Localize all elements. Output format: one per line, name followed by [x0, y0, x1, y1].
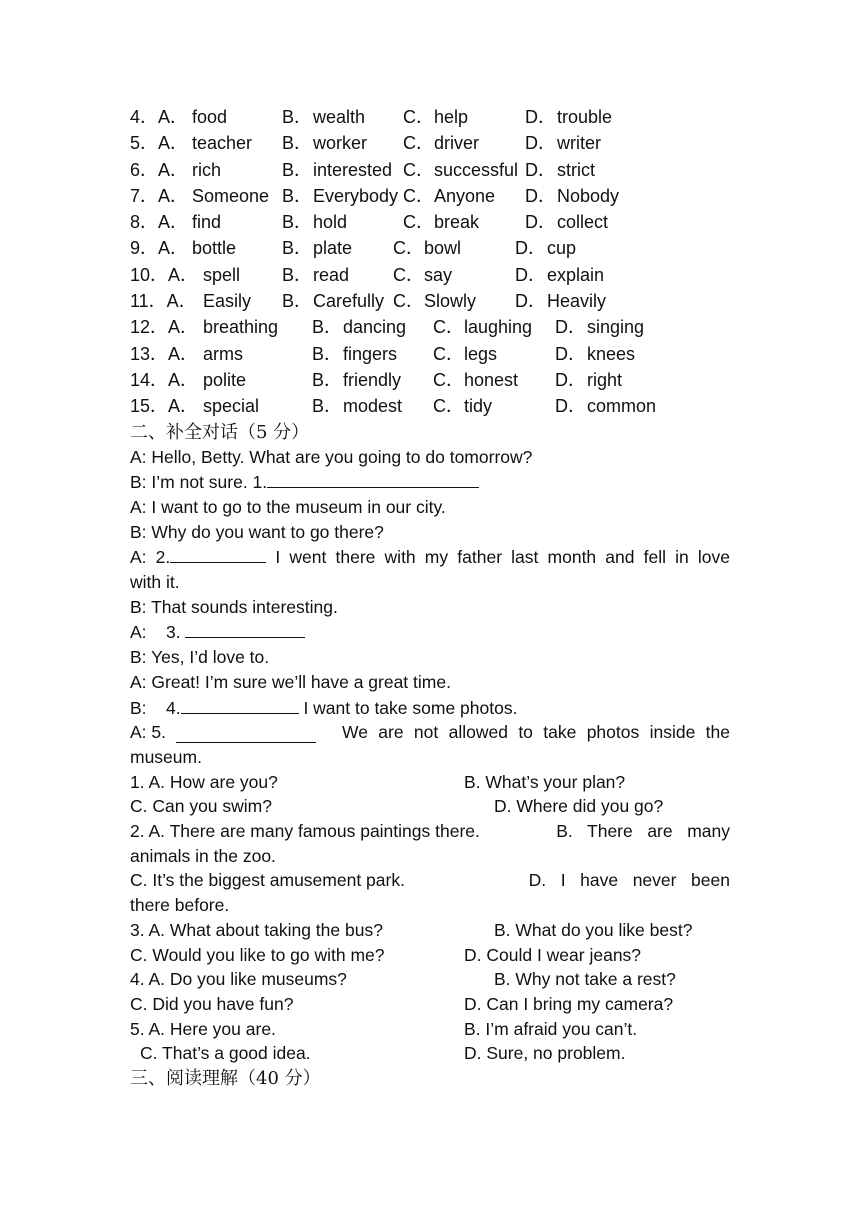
option-c-letter: C． — [403, 212, 434, 233]
option-c-letter: C． — [403, 185, 434, 206]
option-row — [130, 868, 730, 893]
question-row — [130, 130, 730, 156]
answer-blank-2[interactable] — [170, 544, 266, 563]
option-d-letter: D． — [525, 133, 556, 154]
question-number: 9．A． — [130, 238, 189, 259]
option-c: honest — [464, 369, 519, 390]
option-b-letter: B． — [282, 185, 313, 206]
option-b-letter: B． — [282, 264, 313, 285]
option-d: explain — [547, 264, 605, 285]
dialogue-line: A: 2. I went there with my father last month and fell in love — [130, 544, 730, 570]
option-2b-cont: animals in the zoo. — [130, 845, 276, 866]
option-b: worker — [313, 133, 368, 154]
dialogue-line: B: Yes, I’d love to. — [130, 647, 270, 668]
option-3b: B. What do you like best? — [494, 919, 693, 940]
option-b: plate — [313, 238, 353, 259]
option-5b: B. I’m afraid you can’t. — [464, 1018, 638, 1039]
option-d: trouble — [557, 107, 613, 127]
option-c: Slowly — [424, 291, 477, 312]
option-a: find — [192, 212, 222, 233]
option-row — [130, 918, 730, 943]
option-d: common — [587, 396, 657, 417]
option-1b: B. What’s your plan? — [464, 771, 626, 792]
option-a: bottle — [192, 238, 237, 259]
option-b-letter: B． — [282, 133, 313, 154]
option-b-letter: B． — [312, 317, 343, 338]
option-d-letter: D． — [515, 291, 546, 312]
option-d: writer — [557, 133, 601, 154]
option-b-letter: B． — [282, 107, 313, 127]
option-c-letter: C． — [433, 317, 464, 338]
option-b: Everybody — [313, 185, 399, 206]
option-row — [130, 1041, 730, 1066]
option-d: Nobody — [557, 185, 620, 206]
dialogue-line: museum. — [130, 746, 202, 767]
option-d: strict — [557, 159, 595, 180]
option-d-letter: D． — [555, 369, 586, 390]
question-row — [130, 367, 730, 393]
option-b-letter: B． — [312, 396, 343, 417]
option-d: knees — [587, 343, 636, 364]
answer-blank-3[interactable] — [185, 619, 305, 638]
option-c: help — [434, 107, 469, 127]
option-d-letter: D． — [525, 107, 556, 127]
option-b: friendly — [343, 369, 402, 390]
question-number: 12．A． — [130, 317, 199, 338]
answer-blank-1[interactable] — [267, 469, 479, 488]
option-1a: 1. A. How are you? — [130, 771, 278, 792]
question-number: 11．A． — [130, 291, 197, 312]
option-d: singing — [587, 317, 645, 338]
dialogue-line: A: Great! I’m sure we’ll have a great time. — [130, 671, 451, 692]
question-number: 6．A． — [130, 159, 189, 180]
question-row — [130, 235, 730, 261]
option-a: teacher — [192, 133, 253, 154]
option-b-letter: B． — [282, 238, 313, 259]
dialogue-line: B: 4. I want to take some photos. — [130, 695, 730, 721]
dialogue-line: B: I’m not sure. 1. — [130, 469, 730, 495]
dialogue-line: A: 3. — [130, 619, 730, 645]
option-2b: B. There are many — [556, 821, 730, 842]
dialogue-line: A: Hello, Betty. What are you going to do tomorrow? — [130, 446, 533, 467]
option-b: interested — [313, 159, 393, 180]
option-2c: C. It’s the biggest amusement park. — [130, 870, 405, 891]
option-c-letter: C． — [433, 369, 464, 390]
option-c-letter: C． — [403, 133, 434, 154]
option-b: fingers — [343, 343, 398, 364]
option-4a: 4. A. Do you like museums? — [130, 969, 347, 990]
answer-blank-4[interactable] — [181, 695, 299, 714]
question-row — [130, 104, 730, 130]
option-a: Easily — [203, 291, 252, 312]
option-b-letter: B． — [312, 369, 343, 390]
option-4d: D. Can I bring my camera? — [464, 993, 674, 1014]
question-row — [130, 157, 730, 183]
option-2d-cont: there before. — [130, 895, 230, 916]
option-d-letter: D． — [555, 343, 586, 364]
question-row — [130, 314, 730, 340]
option-a: rich — [192, 159, 222, 180]
question-number: 15．A． — [130, 396, 199, 417]
option-5a: 5. A. Here you are. — [130, 1018, 276, 1039]
section-2-title: 二、补全对话（5 分） — [130, 421, 310, 443]
dialogue-line: B: Why do you want to go there? — [130, 521, 384, 542]
option-c-letter: C． — [433, 343, 464, 364]
option-row — [130, 770, 730, 795]
option-d-letter: D． — [515, 238, 546, 259]
option-c-letter: C． — [403, 159, 434, 180]
question-row — [130, 262, 730, 288]
question-row — [130, 288, 730, 314]
option-d-letter: D． — [525, 185, 556, 206]
option-d: collect — [557, 212, 609, 233]
option-d: cup — [547, 238, 577, 259]
option-4b: B. Why not take a rest? — [494, 969, 676, 990]
option-3d: D. Could I wear jeans? — [464, 944, 642, 965]
option-b: modest — [343, 396, 403, 417]
option-3c: C. Would you like to go with me? — [130, 944, 385, 965]
question-number: 5．A． — [130, 133, 189, 154]
option-row — [130, 943, 730, 968]
option-c-letter: C． — [433, 396, 464, 417]
option-a: breathing — [203, 317, 279, 338]
option-b: hold — [313, 212, 348, 233]
multiple-choice-block — [130, 104, 730, 420]
option-a: food — [192, 107, 228, 127]
question-number: 10．A． — [130, 264, 199, 285]
question-row — [130, 341, 730, 367]
question-number: 8．A． — [130, 212, 189, 233]
option-c-letter: C． — [393, 264, 424, 285]
dialogue-options — [130, 770, 730, 1066]
option-b-letter: B． — [282, 159, 313, 180]
dialogue-line: with it. — [130, 572, 180, 593]
option-b-letter: B． — [282, 291, 313, 312]
option-row — [130, 1017, 730, 1042]
option-a: Someone — [192, 185, 270, 206]
option-b: dancing — [343, 317, 407, 338]
option-row — [130, 819, 730, 844]
option-b: Carefully — [313, 291, 385, 312]
option-a: polite — [203, 369, 247, 390]
option-b-letter: B． — [312, 343, 343, 364]
option-c-letter: C． — [393, 291, 424, 312]
option-2d: D. I have never been — [528, 870, 730, 891]
option-c: laughing — [464, 317, 533, 338]
answer-blank-5[interactable] — [176, 724, 316, 743]
option-2a: 2. A. There are many famous paintings there. — [130, 821, 480, 842]
option-c: bowl — [424, 238, 462, 259]
dialogue-block — [130, 445, 730, 770]
option-d-letter: D． — [515, 264, 546, 285]
question-row — [130, 393, 730, 419]
option-c: successful — [434, 159, 519, 180]
option-4c: C. Did you have fun? — [130, 993, 294, 1014]
option-1c: C. Can you swim? — [130, 796, 272, 817]
option-d: Heavily — [547, 291, 607, 312]
option-3a: 3. A. What about taking the bus? — [130, 919, 383, 940]
option-b: read — [313, 264, 350, 285]
option-a: special — [203, 396, 260, 417]
question-row — [130, 209, 730, 235]
dialogue-line: A: 5. We are not allowed to take photos inside the — [130, 722, 730, 743]
option-b-letter: B． — [282, 212, 313, 233]
option-a: spell — [203, 264, 241, 285]
option-c-letter: C． — [403, 107, 434, 127]
option-5c: C. That’s a good idea. — [140, 1043, 311, 1064]
option-c: tidy — [464, 396, 493, 417]
option-1d: D. Where did you go? — [494, 796, 664, 817]
option-c: break — [434, 212, 480, 233]
option-row — [130, 794, 730, 819]
option-5d: D. Sure, no problem. — [464, 1043, 626, 1064]
question-row — [130, 183, 730, 209]
section-3-title: 三、阅读理解（40 分） — [130, 1067, 321, 1089]
option-row — [130, 992, 730, 1017]
option-a: arms — [203, 343, 243, 364]
dialogue-line: B: That sounds interesting. — [130, 596, 338, 617]
option-d: right — [587, 369, 623, 390]
worksheet-page — [130, 104, 730, 1091]
option-d-letter: D． — [555, 317, 586, 338]
option-c: say — [424, 264, 453, 285]
option-d-letter: D． — [555, 396, 586, 417]
option-row — [130, 967, 730, 992]
question-number: 14．A． — [130, 369, 199, 390]
dialogue-line: A: I want to go to the museum in our city. — [130, 496, 446, 517]
option-b: wealth — [313, 107, 366, 127]
question-number: 4．A． — [130, 107, 189, 127]
option-d-letter: D． — [525, 159, 556, 180]
option-d-letter: D． — [525, 212, 556, 233]
option-c: legs — [464, 343, 498, 364]
option-c: driver — [434, 133, 480, 154]
question-number: 7．A． — [130, 185, 189, 206]
option-c-letter: C． — [393, 238, 424, 259]
option-c: Anyone — [434, 185, 496, 206]
question-number: 13．A． — [130, 343, 199, 364]
